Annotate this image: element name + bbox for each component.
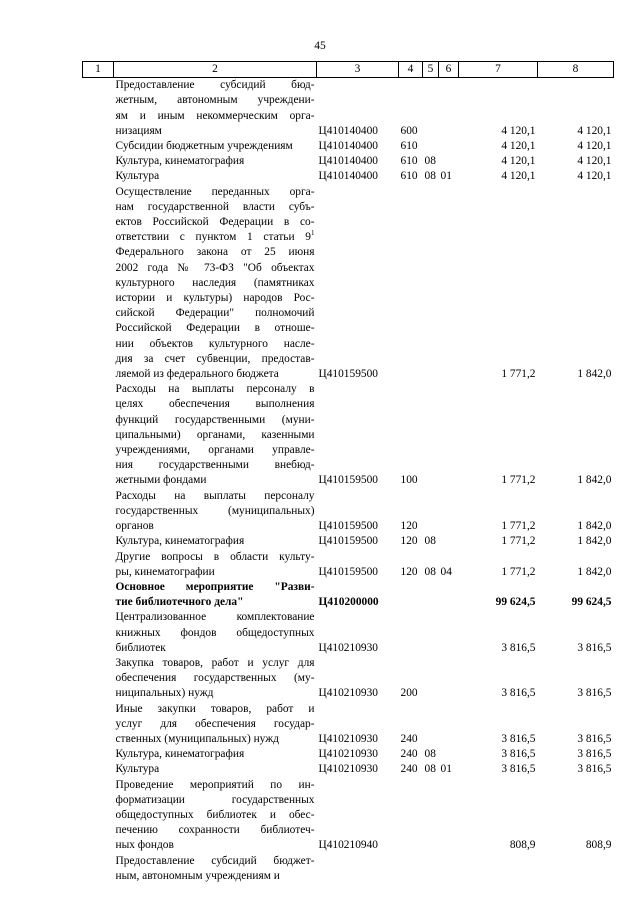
amount-year1-cell: 3 816,5	[501, 732, 536, 745]
subsection-cell	[439, 382, 459, 488]
item-name-line: функций государственными (муни-	[115, 413, 315, 426]
row-index-cell	[83, 154, 114, 169]
column-header: 3	[317, 62, 399, 78]
item-name-line: тие библиотечного дела"	[115, 596, 244, 609]
item-name-line: ры, кинематографии	[115, 565, 215, 578]
amount-year2-cell: 3 816,5	[577, 687, 612, 700]
item-name-line: общедоступных библиотек и обес-	[115, 808, 315, 821]
item-name-line: целях обеспечения выполнения	[115, 398, 315, 411]
row-index-cell	[83, 854, 114, 884]
amount-year2-cell	[538, 854, 614, 884]
section-cell	[423, 580, 439, 610]
item-name-cell	[114, 762, 317, 777]
expense-type-cell: 610	[400, 155, 418, 168]
table-row	[83, 185, 614, 383]
amount-year2-cell: 4 120,1	[577, 155, 612, 168]
table-row	[83, 580, 614, 610]
table-row	[83, 854, 614, 884]
section-cell: 08	[424, 170, 436, 183]
target-article-cell: Ц410210930	[318, 687, 378, 700]
column-header: 8	[538, 62, 614, 78]
expense-type-cell: 610	[400, 140, 418, 153]
column-header: 6	[439, 62, 459, 78]
row-index-cell	[83, 656, 114, 702]
table-row	[83, 139, 614, 154]
section-cell	[423, 382, 439, 488]
target-article-cell: Ц410210930	[318, 732, 378, 745]
section-cell: 08	[424, 763, 436, 776]
section-cell: 08	[424, 535, 436, 548]
amount-year2-cell: 1 842,0	[577, 520, 612, 533]
item-name-line: культурного наследия (памятниках	[115, 276, 315, 289]
expense-type-cell	[399, 580, 423, 610]
target-article-cell: Ц410140400	[318, 155, 378, 168]
expense-type-cell: 200	[400, 687, 418, 700]
section-cell: 08	[424, 748, 436, 761]
amount-year1-cell: 4 120,1	[501, 170, 536, 183]
row-index-cell	[83, 185, 114, 383]
item-name-line: печению сохранности библиотеч-	[115, 824, 315, 837]
item-name-cell	[114, 185, 317, 383]
target-article-cell	[317, 854, 399, 884]
expense-type-cell: 120	[400, 520, 418, 533]
item-name-line: нии объектов культурного насле-	[115, 337, 315, 350]
row-index-cell	[83, 139, 114, 154]
item-name-line: ответствии с пунктом 1 статьи $9^1$	[115, 229, 315, 244]
amount-year2-cell: 808,9	[585, 839, 612, 852]
item-name-line: ственных (муниципальных) нужд	[115, 732, 279, 745]
expense-type-cell: 240	[400, 732, 418, 745]
item-name-line: ния государственными внебюд-	[115, 459, 315, 472]
table-row	[83, 747, 614, 762]
target-article-cell: Ц410159500	[318, 535, 378, 548]
subsection-cell: 01	[440, 170, 452, 183]
target-article-cell: Ц410210930	[318, 763, 378, 776]
page-number: 45	[314, 40, 326, 52]
section-cell	[423, 702, 439, 748]
target-article-cell: Ц410140400	[318, 170, 378, 183]
target-article-cell: Ц410210930	[318, 641, 378, 654]
amount-year2-cell: 1 842,0	[577, 368, 612, 381]
item-name-cell	[114, 489, 317, 535]
item-name-line: Другие вопросы в области культу-	[115, 550, 315, 563]
amount-year1-cell: 1 771,2	[501, 535, 536, 548]
target-article-cell: Ц410159500	[318, 474, 378, 487]
expense-type-cell: 240	[400, 763, 418, 776]
table-row	[83, 382, 614, 488]
item-name-line: Основное мероприятие "Разви-	[115, 580, 315, 593]
column-header: 5	[423, 62, 439, 78]
row-index-cell	[83, 747, 114, 762]
expense-type-cell: 610	[400, 170, 418, 183]
item-name-line: жетными фондами	[115, 474, 207, 487]
item-name-cell	[114, 854, 317, 884]
item-name-line: ектов Российской Федерации в со-	[115, 216, 315, 229]
row-index-cell	[83, 762, 114, 777]
subsection-cell: 04	[440, 565, 452, 578]
row-index-cell	[83, 778, 114, 854]
item-name-line: органов	[115, 520, 154, 533]
section-cell: 08	[424, 565, 436, 578]
item-name-cell	[114, 154, 317, 169]
item-name-line: государственных (муниципальных)	[115, 504, 315, 517]
subsection-cell	[439, 702, 459, 748]
table-body	[83, 78, 614, 884]
row-index-cell	[83, 78, 114, 139]
item-name-cell	[114, 139, 317, 154]
item-name-line: Проведение мероприятий по ин-	[115, 778, 315, 791]
item-name-line: обеспечения государственных (му-	[115, 672, 315, 685]
item-name-cell	[114, 78, 317, 139]
table-row	[83, 169, 614, 184]
item-name-cell	[114, 580, 317, 610]
amount-year1-cell: 3 816,5	[501, 641, 536, 654]
item-name-line: ных фондов	[115, 839, 174, 852]
budget-table	[82, 61, 614, 884]
item-name-line: ципальными) органами, казенными	[115, 428, 315, 441]
row-index-cell	[83, 534, 114, 549]
target-article-cell: Ц410159500	[318, 565, 378, 578]
target-article-cell: Ц410159500	[318, 368, 378, 381]
subsection-cell	[439, 139, 459, 154]
target-article-cell: Ц410210930	[318, 748, 378, 761]
item-name-line: ным, автономным учреждениям и	[115, 869, 280, 882]
item-name-cell	[114, 550, 317, 580]
column-header: 4	[399, 62, 423, 78]
item-name-line: форматизации государственных	[115, 793, 315, 806]
item-name-line: Субсидии бюджетным учреждениям	[115, 140, 293, 153]
item-name-line: нам государственной власти субъ-	[115, 200, 315, 213]
item-name-line: Иные закупки товаров, работ и	[115, 702, 315, 715]
row-index-cell	[83, 610, 114, 656]
subsection-cell	[439, 534, 459, 549]
item-name-line: Осуществление переданных орга-	[115, 185, 315, 198]
table-row	[83, 534, 614, 549]
section-cell	[423, 139, 439, 154]
amount-year2-cell: 3 816,5	[577, 732, 612, 745]
item-name-cell	[114, 747, 317, 762]
table-row	[83, 154, 614, 169]
amount-year2-cell: 4 120,1	[577, 170, 612, 183]
amount-year1-cell: 3 816,5	[501, 687, 536, 700]
item-name-line: низациям	[115, 124, 162, 137]
superscript-mark: 1	[311, 229, 315, 238]
section-cell: 08	[424, 155, 436, 168]
item-name-line: Культура, кинематография	[115, 535, 245, 548]
expense-type-cell: 600	[400, 124, 418, 137]
table-row	[83, 762, 614, 777]
section-cell	[423, 854, 439, 884]
target-article-cell: Ц410140400	[318, 124, 378, 137]
item-name-line: Расходы на выплаты персоналу	[115, 489, 315, 502]
item-name-line: Культура, кинематография	[115, 155, 245, 168]
target-article-cell: Ц410200000	[318, 596, 379, 609]
item-name-line: Предоставление субсидий бюд-	[115, 79, 315, 92]
item-name-line: истории и культуры) народов Рос-	[115, 292, 315, 305]
expense-type-cell: 100	[400, 474, 418, 487]
table-row	[83, 656, 614, 702]
amount-year2-cell: 4 120,1	[577, 140, 612, 153]
expense-type-cell	[399, 778, 423, 854]
item-name-line: ниципальных) нужд	[115, 687, 214, 700]
amount-year2-cell: 1 842,0	[577, 474, 612, 487]
expense-type-cell	[399, 185, 423, 383]
item-name-line: Предоставление субсидий бюджет-	[115, 854, 315, 867]
subsection-cell	[439, 489, 459, 535]
column-header: 1	[83, 62, 114, 78]
table-row	[83, 550, 614, 580]
amount-year1-cell: 4 120,1	[501, 124, 536, 137]
subsection-cell	[439, 610, 459, 656]
item-name-line: ям и иным некоммерческим орга-	[115, 109, 315, 122]
target-article-cell: Ц410210940	[318, 839, 378, 852]
item-name-line: услуг для обеспечения государ-	[115, 717, 315, 730]
item-name-cell	[114, 656, 317, 702]
amount-year2-cell: 1 842,0	[577, 535, 612, 548]
item-name-line: учреждениями, органами управле-	[115, 444, 315, 457]
column-header: 7	[459, 62, 538, 78]
amount-year1-cell: 808,9	[509, 839, 536, 852]
item-name-cell	[114, 702, 317, 748]
amount-year1-cell: 4 120,1	[501, 140, 536, 153]
expense-type-cell: 120	[400, 565, 418, 578]
section-cell	[423, 778, 439, 854]
table-row	[83, 778, 614, 854]
table-row	[83, 610, 614, 656]
item-name-cell	[114, 534, 317, 549]
row-index-cell	[83, 382, 114, 488]
expense-type-cell	[399, 610, 423, 656]
item-name-line: сийской Федерации" полномочий	[115, 307, 315, 320]
item-name-line: Культура, кинематография	[115, 748, 245, 761]
row-index-cell	[83, 489, 114, 535]
subsection-cell	[439, 656, 459, 702]
subsection-cell	[439, 185, 459, 383]
table-header-row	[83, 62, 614, 78]
expense-type-cell: 240	[400, 748, 418, 761]
item-name-line: Российской Федерации в отноше-	[115, 322, 315, 335]
item-name-line: жетным, автономным учреждени-	[115, 94, 315, 107]
subsection-cell	[439, 580, 459, 610]
table-row	[83, 702, 614, 748]
subsection-cell	[439, 78, 459, 139]
item-name-line: книжных фондов общедоступных	[115, 626, 315, 639]
amount-year2-cell: 4 120,1	[577, 124, 612, 137]
section-cell	[423, 489, 439, 535]
section-cell	[423, 185, 439, 383]
item-name-line: Культура	[115, 763, 160, 776]
item-name-cell	[114, 610, 317, 656]
amount-year1-cell	[459, 854, 538, 884]
item-name-line: Расходы на выплаты персоналу в	[115, 383, 315, 396]
item-name-line: 2002 года № 73-ФЗ "Об объектах	[115, 261, 315, 274]
item-name-cell	[114, 382, 317, 488]
amount-year1-cell: 1 771,2	[501, 368, 536, 381]
expense-type-cell: 120	[400, 535, 418, 548]
section-cell	[423, 78, 439, 139]
amount-year1-cell: 99 624,5	[495, 596, 536, 609]
subsection-cell	[439, 778, 459, 854]
item-name-cell	[114, 778, 317, 854]
amount-year1-cell: 1 771,2	[501, 520, 536, 533]
amount-year2-cell: 3 816,5	[577, 748, 612, 761]
row-index-cell	[83, 580, 114, 610]
row-index-cell	[83, 702, 114, 748]
table-row	[83, 489, 614, 535]
column-header: 2	[114, 62, 317, 78]
item-name-cell	[114, 169, 317, 184]
amount-year2-cell: 3 816,5	[577, 641, 612, 654]
table-row	[83, 78, 614, 139]
amount-year1-cell: 3 816,5	[501, 763, 536, 776]
amount-year1-cell: 3 816,5	[501, 748, 536, 761]
subsection-cell	[439, 154, 459, 169]
subsection-cell	[439, 854, 459, 884]
item-name-line: Культура	[115, 170, 160, 183]
section-cell	[423, 656, 439, 702]
row-index-cell	[83, 550, 114, 580]
amount-year2-cell: 99 624,5	[571, 596, 612, 609]
amount-year2-cell: 1 842,0	[577, 565, 612, 578]
amount-year1-cell: 1 771,2	[501, 474, 536, 487]
section-cell	[423, 610, 439, 656]
item-name-line: Закупка товаров, работ и услуг для	[115, 656, 315, 669]
item-name-line: Федерального закона от 25 июня	[115, 246, 315, 259]
expense-type-cell	[399, 854, 423, 884]
item-name-line: ляемой из федерального бюджета	[115, 368, 279, 381]
target-article-cell: Ц410159500	[318, 520, 378, 533]
item-name-line: библиотек	[115, 641, 166, 654]
target-article-cell: Ц410140400	[318, 140, 378, 153]
amount-year2-cell: 3 816,5	[577, 763, 612, 776]
subsection-cell: 01	[440, 763, 452, 776]
subsection-cell	[439, 747, 459, 762]
amount-year1-cell: 1 771,2	[501, 565, 536, 578]
amount-year1-cell: 4 120,1	[501, 155, 536, 168]
row-index-cell	[83, 169, 114, 184]
item-name-line: Централизованное комплектование	[115, 611, 315, 624]
item-name-line: дия за счет субвенции, предостав-	[115, 352, 315, 365]
